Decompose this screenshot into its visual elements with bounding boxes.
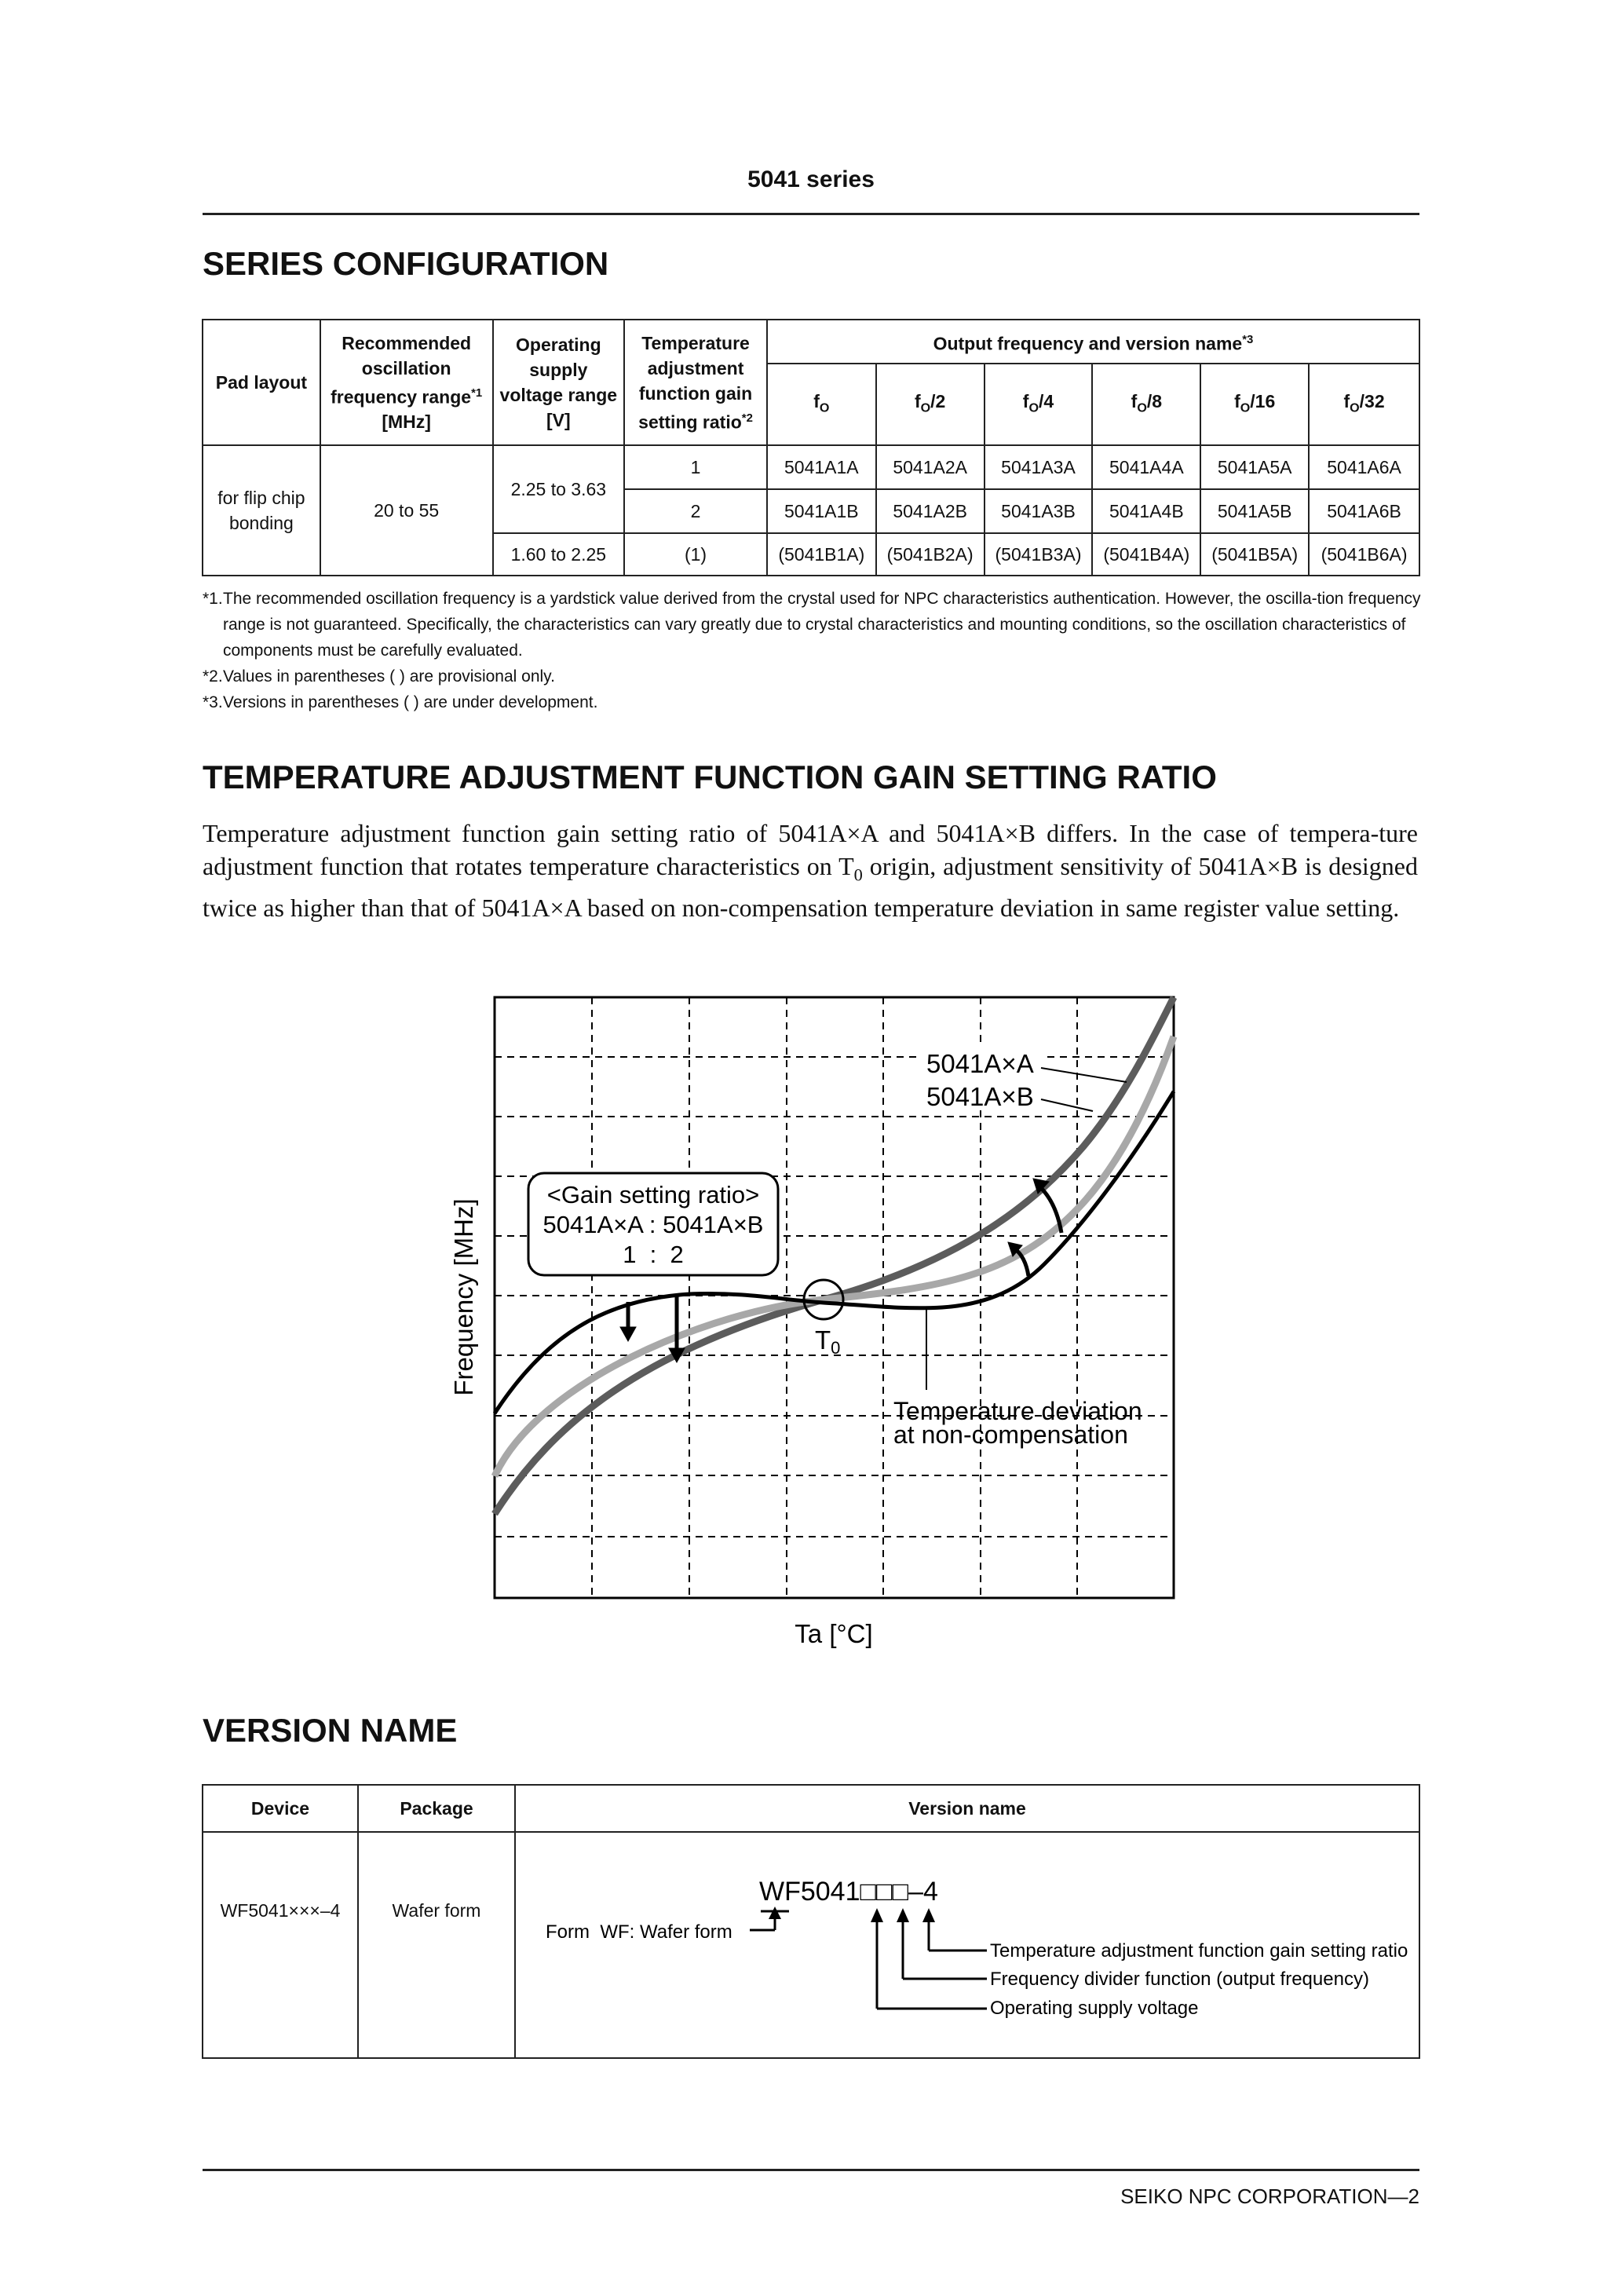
col-fo-16: $f_O/16$ bbox=[1200, 364, 1309, 445]
version-cell: 5041A5A bbox=[1200, 445, 1309, 489]
footnote-3: *3. Versions in parentheses ( ) are under development. bbox=[203, 693, 598, 711]
legend bbox=[920, 1044, 1127, 1111]
footnotes bbox=[203, 586, 1427, 715]
pad-layout-cell: for flip chip bonding bbox=[203, 445, 320, 576]
gain-ratio-box bbox=[528, 1173, 778, 1275]
col-fo-4: $f_O/4$ bbox=[985, 364, 1093, 445]
version-cell: (5041B3A) bbox=[985, 533, 1093, 576]
col-gain-ratio: Temperature adjustment function gain setting ratio$^{*2}$ bbox=[624, 320, 767, 445]
temperature-paragraph: Temperature adjustment function gain setting ratio of 5041A×A and 5041A×B differs. In the case of tempera-ture adjustment function that rotates temperature characteristics on $T_0$ origin, adjustment sensitivity of 5041A×B is designed twice as higher than that of 5041A×A based on non-compensation temperature deviation in same register value setting. bbox=[203, 819, 1419, 923]
col-fo-8: $f_O/8$ bbox=[1092, 364, 1200, 445]
footer-rule bbox=[203, 2169, 1419, 2171]
svg-text:5041A×A : 5041A×B: 5041A×A : 5041A×B bbox=[542, 1211, 764, 1238]
svg-text:<Gain setting ratio>: <Gain setting ratio> bbox=[546, 1181, 760, 1208]
deviation-label-1: Temperature deviation bbox=[893, 1397, 1142, 1425]
version-cell: 5041A1A bbox=[767, 445, 876, 489]
col-supply-voltage: Operating supply voltage range [V] bbox=[493, 320, 625, 445]
col-osc-range: Recommended oscillation frequency range$^{*1}$ [MHz] bbox=[320, 320, 493, 445]
version-cell: (5041B5A) bbox=[1200, 533, 1309, 576]
version-cell: 5041A3A bbox=[985, 445, 1093, 489]
version-cell: (5041B4A) bbox=[1092, 533, 1200, 576]
col-fo: $f_O$ bbox=[767, 364, 876, 445]
series-configuration-table bbox=[202, 319, 1420, 576]
legend-5041axa: 5041A×A bbox=[926, 1049, 1034, 1078]
table-row bbox=[203, 1832, 1419, 2058]
legend-5041axb: 5041A×B bbox=[926, 1082, 1034, 1111]
supply-range-cell: 2.25 to 3.63 bbox=[493, 445, 625, 533]
supply-range-cell: 1.60 to 2.25 bbox=[493, 533, 625, 576]
version-cell: 5041A4B bbox=[1092, 489, 1200, 533]
version-code-diagram bbox=[516, 1833, 1419, 2059]
gain-ratio-cell: 1 bbox=[624, 445, 767, 489]
series-configuration-heading: SERIES CONFIGURATION bbox=[203, 245, 609, 282]
osc-range-cell: 20 to 55 bbox=[320, 445, 493, 576]
version-cell: 5041A6A bbox=[1309, 445, 1419, 489]
header-rule bbox=[203, 213, 1419, 215]
version-cell: 5041A2B bbox=[876, 489, 985, 533]
table-row bbox=[203, 445, 1419, 489]
label-supply-voltage: Operating supply voltage bbox=[990, 1998, 1199, 2019]
col-fo-2: $f_O/2$ bbox=[876, 364, 985, 445]
package-cell: Wafer form bbox=[358, 1832, 515, 2058]
version-cell: (5041B6A) bbox=[1309, 533, 1419, 576]
version-cell: (5041B1A) bbox=[767, 533, 876, 576]
label-frequency-divider: Frequency divider function (output frequency) bbox=[990, 1969, 1369, 1990]
col-fo-32: $f_O/32$ bbox=[1309, 364, 1419, 445]
x-axis-label: Ta [°C] bbox=[795, 1619, 873, 1648]
page-footer: SEIKO NPC CORPORATION—2 bbox=[1120, 2184, 1419, 2208]
y-axis-label: Frequency [MHz] bbox=[449, 1198, 478, 1396]
label-gain-ratio: Temperature adjustment function gain setting ratio bbox=[990, 1940, 1408, 1961]
col-pad-layout: Pad layout bbox=[203, 320, 320, 445]
device-cell: WF5041×××–4 bbox=[203, 1832, 358, 2058]
gain-ratio-figure bbox=[424, 985, 1209, 1661]
deviation-label-2: at non-compensation bbox=[893, 1420, 1128, 1449]
footnote-1: *1. The recommended oscillation frequency is a yardstick value derived from the crystal used for NPC characteristics authentication. However, the oscilla-tion frequency range is not guaranteed. Specifically, the characteristics can vary greatly due to crystal characteristics and mounting conditions, so the oscillation characteristics of components must be carefully evaluated. bbox=[203, 590, 1421, 660]
svg-text:1 : 2: 1 : 2 bbox=[623, 1241, 684, 1268]
version-cell: 5041A5B bbox=[1200, 489, 1309, 533]
gain-ratio-cell: 2 bbox=[624, 489, 767, 533]
version-cell: 5041A6B bbox=[1309, 489, 1419, 533]
version-cell: 5041A3B bbox=[985, 489, 1093, 533]
version-cell: (5041B2A) bbox=[876, 533, 985, 576]
temperature-section-heading: TEMPERATURE ADJUSTMENT FUNCTION GAIN SETTING RATIO bbox=[203, 759, 1217, 795]
origin-label: T0 bbox=[815, 1325, 841, 1358]
version-code: WF5041□□□–4 bbox=[759, 1877, 938, 1907]
col-version-name: Version name bbox=[515, 1785, 1419, 1832]
version-cell: 5041A4A bbox=[1092, 445, 1200, 489]
footnote-2: *2. Values in parentheses ( ) are provisional only. bbox=[203, 667, 555, 686]
col-output-frequency: Output frequency and version name$^{*3}$ bbox=[767, 320, 1419, 364]
version-name-heading: VERSION NAME bbox=[203, 1712, 458, 1749]
version-name-table bbox=[202, 1784, 1420, 2059]
running-header: 5041 series bbox=[747, 166, 875, 192]
version-diagram-cell bbox=[515, 1832, 1419, 2058]
gain-ratio-cell: (1) bbox=[624, 533, 767, 576]
version-cell: 5041A1B bbox=[767, 489, 876, 533]
version-cell: 5041A2A bbox=[876, 445, 985, 489]
col-package: Package bbox=[358, 1785, 515, 1832]
form-label: Form WF: Wafer form bbox=[546, 1921, 732, 1943]
col-device: Device bbox=[203, 1785, 358, 1832]
